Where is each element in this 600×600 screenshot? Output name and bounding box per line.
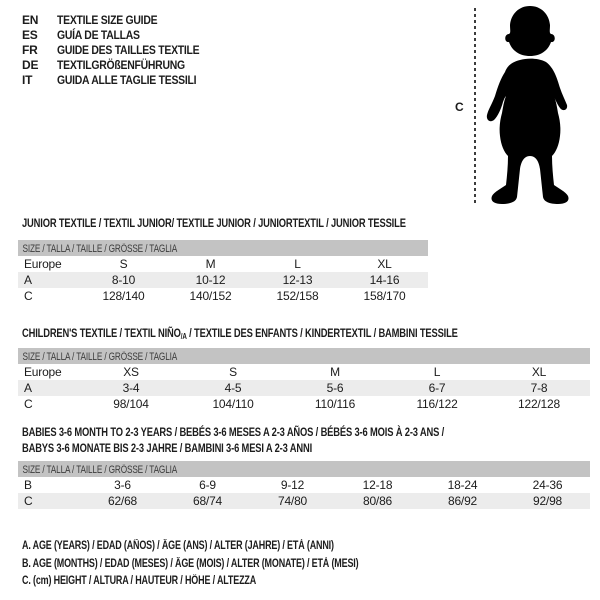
table-row [18,493,590,509]
babies-table-title [22,424,444,456]
children-title-suffix: / TEXTILE DES ENFANTS / KINDERTEXTIL / BAMBINI TESSILE [186,326,458,340]
table-row [18,272,428,288]
size-cell: 80/86 [362,494,393,508]
size-header-label: SIZE / TALLA / TAILLE / GRÖSSE / TAGLIA [22,243,178,255]
size-cell: 5-6 [326,381,344,395]
size-cell: L [294,257,301,271]
size-cell: 3-4 [122,381,140,395]
children-size-table [18,348,590,412]
size-cell: 140/152 [189,289,232,303]
toddler-silhouette-icon [478,4,578,208]
junior-table-title: JUNIOR TEXTILE / TEXTIL JUNIOR/ TEXTILE JUNIOR / JUNIORTEXTIL / JUNIOR TESSILE [22,216,406,230]
table-row [18,396,590,412]
height-c-label: C [455,100,464,114]
row-label: C [24,397,33,411]
size-cell: 92/98 [532,494,563,508]
children-title-subscript: /A [180,332,187,341]
size-cell: 4-5 [224,381,242,395]
row-label: C [24,289,33,303]
list-item [22,73,221,88]
list-item [22,28,221,43]
size-header-bar [18,348,590,364]
size-cell: L [433,365,441,379]
height-dashed-line [474,8,476,205]
size-cell: 116/122 [416,397,458,411]
list-item [22,58,221,73]
size-cell: XL [531,365,547,379]
row-label: A [24,381,32,395]
footnote-b: B. AGE (MONTHS) / EDAD (MESES) / ÂGE (MOIS) / ALTER (MONATE) / ETÀ (MESI) [22,557,359,570]
list-item [22,13,221,28]
size-cell: 86/92 [447,494,478,508]
size-cell: 104/110 [212,397,254,411]
row-label: C [24,494,33,508]
size-cell: 12-18 [362,478,393,492]
language-label: TEXTILGRÖßENFÜHRUNG [57,58,185,72]
size-cell: S [229,365,237,379]
size-cell: 6-9 [199,478,216,492]
table-row [18,288,428,304]
size-cell: 9-12 [280,478,305,492]
table-row [18,380,590,396]
size-cell: 110/116 [314,397,356,411]
row-label: B [24,478,32,492]
size-cell: 10-12 [195,273,226,287]
footnote-c: C. (cm) HEIGHT / ALTURA / HAUTEUR / HÖHE / ALTEZZA [22,575,257,587]
table-row [18,364,590,380]
junior-size-table [18,240,428,304]
size-cell: 74/80 [277,494,308,508]
children-title-prefix: CHILDREN'S TEXTILE / TEXTIL NIÑO [22,326,181,340]
row-label: Europe [24,257,62,271]
size-cell: 7-8 [530,381,548,395]
language-code: DE [22,58,39,72]
row-label: A [24,273,32,287]
size-cell: 152/158 [276,289,319,303]
size-cell: 122/128 [518,397,560,411]
babies-title-line2: BABYS 3-6 MONATE BIS 2-3 JAHRE / BAMBINI 3-6 MESI A 2-3 ANNI [22,441,313,455]
size-cell: 12-13 [282,273,313,287]
size-header-bar [18,240,428,256]
babies-title-line1: BABIES 3-6 MONTH TO 2-3 YEARS / BEBÉS 3-6 MESES A 2-3 AÑOS / BÉBÉS 3-6 MOIS À 2-3 ANS / [22,425,445,439]
children-table-title [22,325,458,345]
size-header-label: SIZE / TALLA / TAILLE / GRÖSSE / TAGLIA [22,351,178,363]
language-code: EN [22,13,39,27]
row-label: Europe [24,365,62,379]
language-code: FR [22,43,38,57]
table-row [18,477,590,493]
size-cell: 98/104 [113,397,149,411]
babies-size-table [18,461,590,509]
size-cell: 24-36 [532,478,563,492]
language-label: GUIDA ALLE TAGLIE TESSILI [57,73,197,87]
size-header-bar [18,461,590,477]
footnote-a: A. AGE (YEARS) / EDAD (AÑOS) / ÂGE (ANS) / ALTER (JAHRE) / ETÀ (ANNI) [22,540,334,552]
size-cell: 8-10 [111,273,136,287]
size-cell: M [205,257,216,271]
size-cell: 158/170 [363,289,406,303]
size-cell: 14-16 [369,273,400,287]
size-cell: 18-24 [447,478,478,492]
size-cell: M [330,365,340,379]
language-code: IT [22,73,33,87]
list-item [22,43,221,58]
size-cell: XS [123,365,139,379]
language-list [22,13,221,88]
size-cell: 62/68 [107,494,138,508]
size-cell: 6-7 [428,381,446,395]
language-label: TEXTILE SIZE GUIDE [57,13,158,27]
size-cell: 68/74 [192,494,223,508]
size-cell: 3-6 [114,478,131,492]
size-cell: 128/140 [102,289,145,303]
table-row [18,256,428,272]
size-header-label: SIZE / TALLA / TAILLE / GRÖSSE / TAGLIA [22,464,178,476]
language-label: GUIDE DES TAILLES TEXTILE [57,43,200,57]
size-cell: XL [377,257,392,271]
footnotes [22,538,453,591]
language-label: GUÍA DE TALLAS [57,28,140,42]
language-code: ES [22,28,38,42]
size-cell: S [119,257,128,271]
